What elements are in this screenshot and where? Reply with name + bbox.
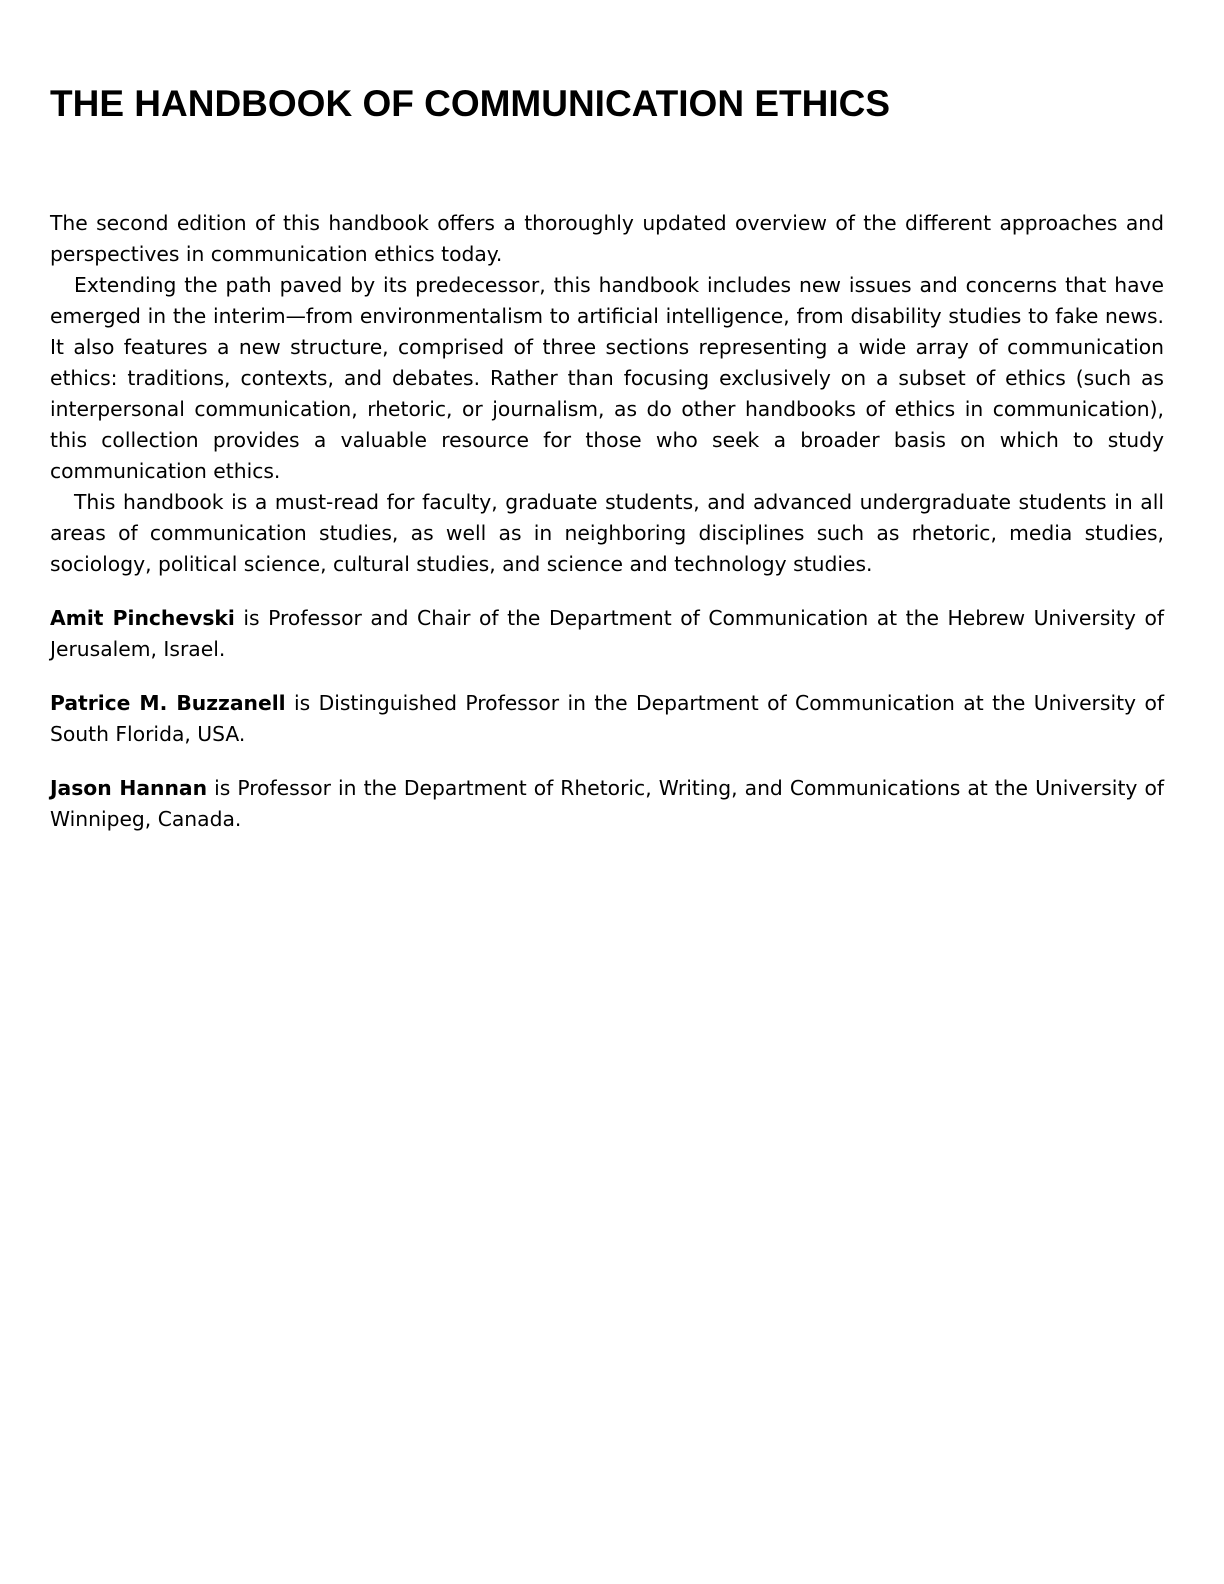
editor-name: Amit Pinchevski — [50, 606, 235, 630]
description-paragraph: Extending the path paved by its predecessor, this handbook includes new issues and concerns that have emerged in the interim—from environmentalism to artificial intelligence, from disability studies to fake news. It also features a new structure, comprised of three sections representing a wide array of communication ethics: traditions, contexts, and debates. Rather than focusing exclusively on a subset of ethics (such as interpersonal communication, rhetoric, or journalism, as do other handbooks of ethics in communication), this collection provides a valuable resource for those who seek a broader basis on which to study communication ethics. — [50, 273, 1164, 483]
description — [50, 208, 1164, 580]
editor-name: Jason Hannan — [50, 776, 208, 800]
editor-bio — [50, 603, 1164, 665]
editor-bio-text: is Professor and Chair of the Department of Communication at the Hebrew University of Jerusalem, Israel. — [50, 606, 1164, 661]
description-paragraph: The second edition of this handbook offers a thoroughly updated overview of the different approaches and perspectives in communication ethics today. — [50, 211, 1164, 266]
editor-bio — [50, 773, 1164, 835]
editor-bios — [50, 603, 1164, 858]
description-paragraph: This handbook is a must-read for faculty, graduate students, and advanced undergraduate students in all areas of communication studies, as well as in neighboring disciplines such as rhetoric, media studies, sociology, political science, cultural studies, and science and technology studies. — [50, 490, 1164, 576]
editor-bio-text: is Distinguished Professor in the Department of Communication at the University of South Florida, USA. — [50, 691, 1164, 746]
editor-bio-text: is Professor in the Department of Rhetoric, Writing, and Communications at the University of Winnipeg, Canada. — [50, 776, 1164, 831]
book-title: THE HANDBOOK OF COMMUNICATION ETHICS — [50, 83, 890, 124]
editor-bio — [50, 688, 1164, 750]
editor-name: Patrice M. Buzzanell — [50, 691, 286, 715]
